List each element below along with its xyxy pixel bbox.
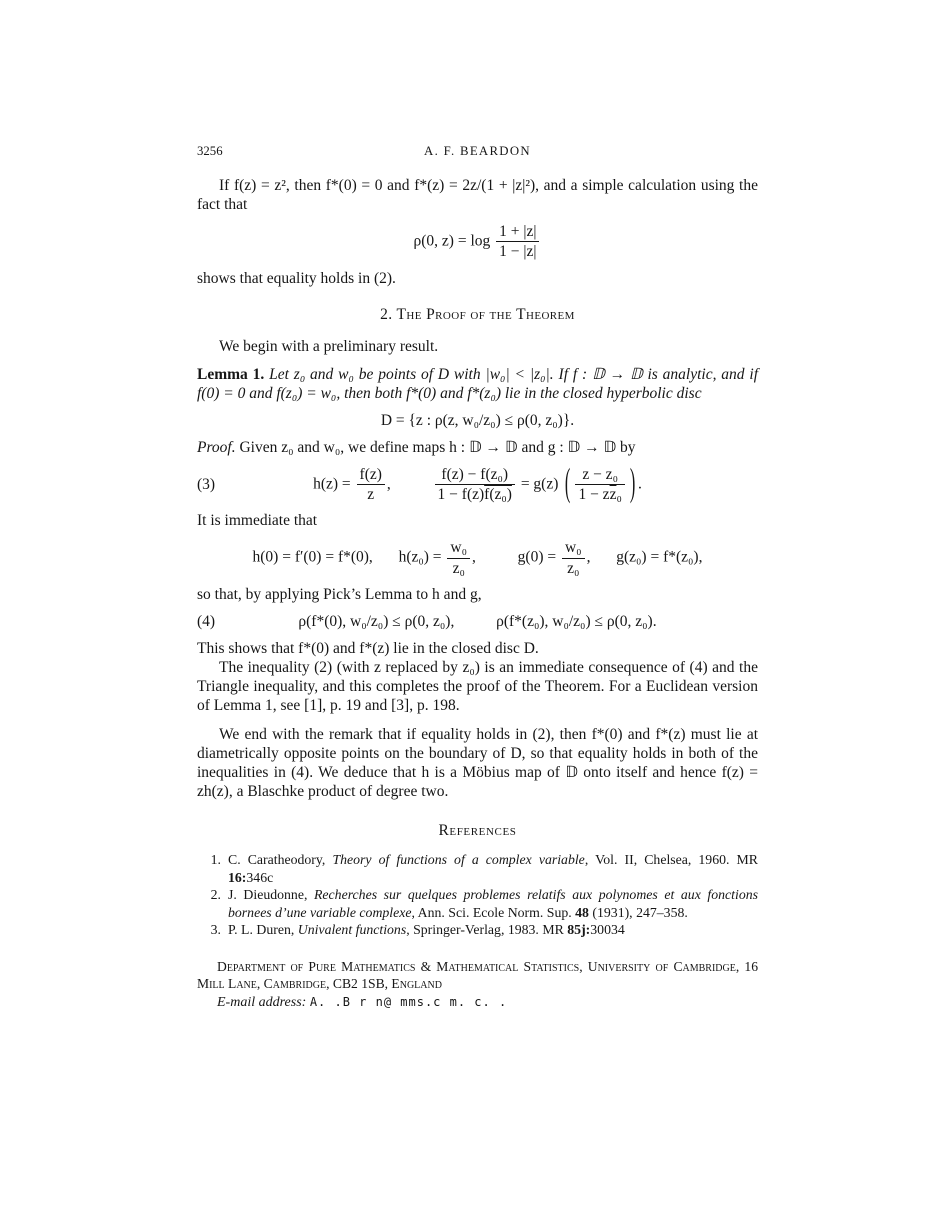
reference-mr-volume: 16: bbox=[228, 869, 247, 885]
proof-text: Given z₀ and w₀, we define maps h : 𝔻 → 𝔻 and g : 𝔻 → 𝔻 by bbox=[235, 438, 636, 456]
email-line bbox=[197, 993, 758, 1012]
section-heading: 2. The Proof of the Theorem bbox=[380, 305, 575, 323]
fraction bbox=[575, 466, 624, 504]
conjugate-overline: $\overline{z}$ bbox=[609, 486, 617, 504]
equation-punct: , bbox=[386, 475, 391, 493]
email-label: E-mail address: bbox=[217, 994, 307, 1010]
references-heading: References bbox=[438, 822, 517, 840]
references-list bbox=[197, 851, 758, 939]
fraction-numerator: f(z) − f(z₀) bbox=[441, 465, 509, 483]
reference-mr-number: (1931), 247–358. bbox=[588, 904, 688, 920]
fraction-numerator: f(z) bbox=[359, 465, 382, 483]
reference-title: Theory of functions of a complex variable bbox=[332, 852, 585, 868]
fraction bbox=[357, 466, 385, 504]
reference-mr-number: 30034 bbox=[590, 922, 625, 938]
equation-3 bbox=[197, 462, 758, 505]
equation-lhs: ρ(0, z) = log bbox=[413, 232, 491, 250]
denominator-part: 1 − f(z) bbox=[437, 486, 485, 504]
fraction-numerator: w₀ bbox=[450, 539, 468, 557]
equation-punct: , bbox=[586, 548, 591, 566]
denominator-part: 1 − z bbox=[578, 486, 610, 504]
display-equation-disc: D = {z : ρ(z, w₀/z₀) ≤ ρ(0, z₀)}. bbox=[380, 411, 575, 429]
fraction-numerator: w₀ bbox=[564, 539, 582, 557]
fraction-denominator: z₀ bbox=[447, 558, 470, 577]
reference-item bbox=[197, 851, 758, 886]
reference-mr-volume: 48 bbox=[575, 904, 589, 920]
fraction bbox=[447, 539, 470, 577]
equation-values bbox=[197, 539, 758, 577]
email-address: A. .B r n@ mms.c m. c. . bbox=[309, 994, 508, 1009]
equation-term: h(0) = f′(0) = f*(0), bbox=[252, 548, 373, 566]
paragraph-immediate: It is immediate that bbox=[197, 512, 318, 530]
paragraph-begin: We begin with a preliminary result. bbox=[219, 337, 439, 355]
running-head: A. F. BEARDON bbox=[424, 144, 531, 158]
paragraph-equality: shows that equality holds in (2). bbox=[197, 269, 396, 287]
fraction bbox=[435, 466, 515, 504]
fraction-numerator: 1 + |z| bbox=[499, 223, 537, 240]
page-content bbox=[197, 142, 758, 1012]
conjugate-overline: f(z₀) bbox=[484, 486, 512, 504]
fraction bbox=[562, 539, 585, 577]
denominator-subscript: ₀ bbox=[616, 486, 622, 504]
proof-paragraph bbox=[197, 438, 758, 457]
reference-item bbox=[197, 921, 758, 939]
equation-tag: (3) bbox=[197, 475, 216, 493]
equation-tag: (4) bbox=[197, 613, 216, 631]
equation-term: g(z₀) = f*(z₀), bbox=[616, 548, 703, 566]
reference-text bbox=[228, 886, 758, 921]
reference-number: 1. bbox=[210, 852, 221, 868]
reference-item bbox=[197, 886, 758, 921]
lemma-text: Let z₀ and w₀ be points of D with |w₀| < |z₀|. If f : 𝔻 → 𝔻 is analytic, and if f(0) = 0 and f(z₀) = w₀, then both f*(0) and f*(z₀) lie in the closed hyperbolic disc bbox=[197, 365, 759, 402]
equation-term: ρ(f*(z₀), w₀/z₀) ≤ ρ(0, z₀). bbox=[496, 613, 657, 631]
paragraph-pick: so that, by applying Pick’s Lemma to h and g, bbox=[197, 586, 482, 604]
reference-mr-number: 346c bbox=[246, 869, 274, 885]
reference-details: , Ann. Sci. Ecole Norm. Sup. bbox=[411, 904, 576, 920]
proof-label: Proof. bbox=[197, 438, 236, 456]
paragraph-shows: This shows that f*(0) and f*(z) lie in the closed disc D. bbox=[197, 640, 539, 658]
equation-punct: . bbox=[638, 475, 642, 493]
reference-authors: P. L. Duren, bbox=[228, 922, 298, 938]
paragraph-intro: If f(z) = z², then f*(0) = 0 and f*(z) = 2z/(1 + |z|²), and a simple calculation using the fact that bbox=[197, 177, 758, 213]
fraction bbox=[496, 223, 539, 261]
reference-details: , Vol. II, Chelsea, 1960. MR bbox=[584, 852, 758, 868]
display-equation-rho bbox=[197, 223, 758, 261]
lemma-label: Lemma 1. bbox=[197, 365, 265, 383]
reference-authors: C. Caratheodory, bbox=[228, 852, 333, 868]
reference-text bbox=[228, 851, 758, 886]
reference-title: Recherches sur quelques problemes relatifs aux polynomes et aux fonctions bornees d’une variable complexe bbox=[228, 887, 759, 920]
reference-authors: J. Dieudonne, bbox=[228, 887, 314, 903]
fraction-denominator: 1 − |z| bbox=[496, 241, 539, 260]
reference-number: 2. bbox=[210, 887, 221, 903]
page-number: 3256 bbox=[197, 144, 223, 158]
lemma bbox=[197, 365, 758, 403]
equation-term: g(0) = bbox=[517, 548, 557, 566]
fraction-numerator: z − z₀ bbox=[582, 465, 618, 483]
left-paren: ( bbox=[565, 462, 571, 505]
paragraph-inequality: The inequality (2) (with z replaced by z₀) is an immediate consequence of (4) and the Triangle inequality, and this completes the proof of the Theorem. For a Euclidean version of Lemma 1, see [1], p. 19 and [3], p. 198. bbox=[197, 659, 758, 715]
fraction-denominator: z₀ bbox=[562, 558, 585, 577]
reference-title: Univalent functions bbox=[297, 922, 407, 938]
equation-punct: , bbox=[472, 548, 476, 566]
reference-details: , Springer-Verlag, 1983. MR bbox=[406, 922, 568, 938]
affiliation: Department of Pure Mathematics & Mathematical Statistics, University of Cambridge, 16 Mill Lane, Cambridge, CB2 1SB, England bbox=[197, 958, 758, 991]
fraction-denominator: z bbox=[357, 484, 385, 503]
reference-mr-volume: 85j: bbox=[567, 922, 591, 938]
fraction-denominator bbox=[435, 484, 515, 503]
equation-term: ρ(f*(0), w₀/z₀) ≤ ρ(0, z₀), bbox=[298, 613, 455, 631]
reference-text bbox=[228, 921, 758, 939]
reference-number: 3. bbox=[210, 922, 221, 938]
paragraph-remark: We end with the remark that if equality holds in (2), then f*(0) and f*(z) must lie at diametrically opposite points on the boundary of D, so that equality holds in both of the inequalities in (4). We deduce that h is a Möbius map of 𝔻 onto itself and hence f(z) = zh(z), a Blaschke product of degree two. bbox=[197, 726, 758, 801]
equation-term: = g(z) bbox=[520, 475, 559, 493]
equation-term: h(z) = bbox=[313, 475, 351, 493]
right-paren: ) bbox=[629, 462, 636, 505]
equation-term: h(z₀) = bbox=[398, 548, 442, 566]
fraction-denominator bbox=[575, 484, 624, 503]
equation-4 bbox=[197, 613, 758, 631]
page-header bbox=[197, 142, 758, 158]
